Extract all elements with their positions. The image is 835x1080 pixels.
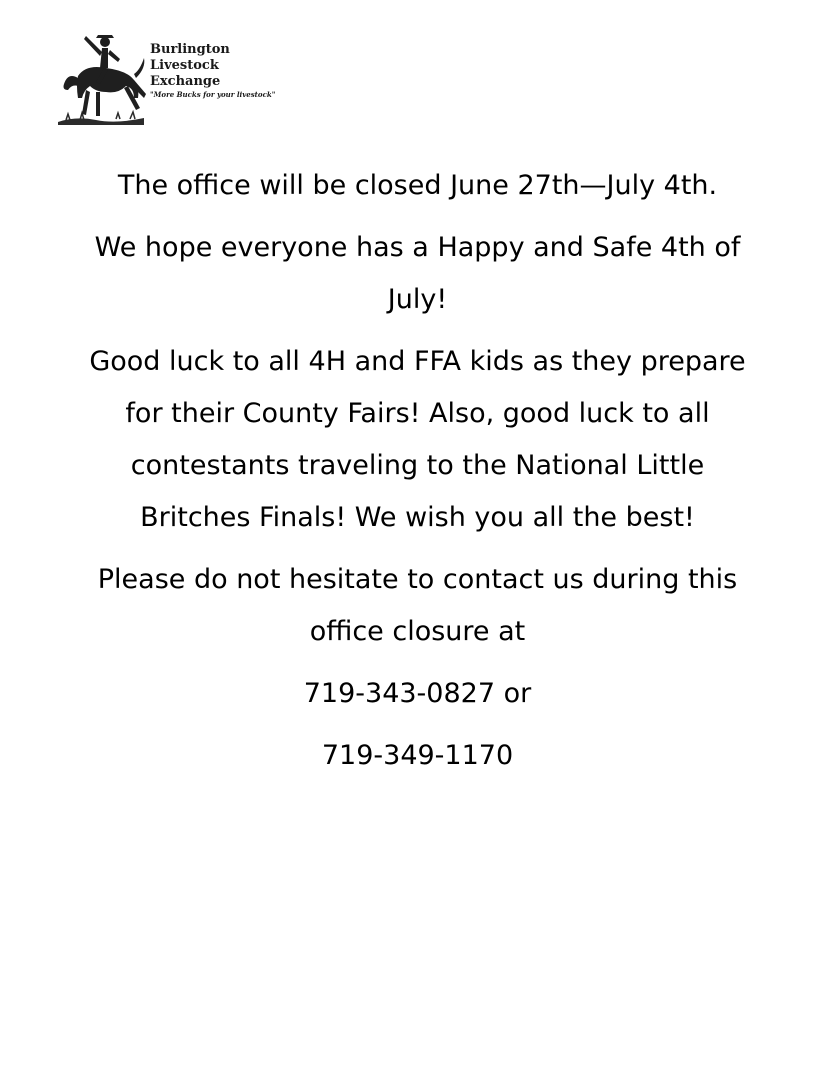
good-luck-message: Good luck to all 4H and FFA kids as they prepare for their County Fairs! Also, good luck to all contestants traveling to the National Little Britches Finals! We wish you all the best! — [89, 346, 746, 533]
holiday-wishes: We hope everyone has a Happy and Safe 4th of July! — [94, 232, 741, 315]
logo-name-line-3: Exchange — [150, 74, 221, 89]
notice-body — [80, 160, 755, 792]
phone-number-1: 719-343-0827 or — [303, 678, 532, 709]
phone-number-2: 719-349-1170 — [321, 740, 514, 771]
bucking-horse-rider-icon — [56, 28, 148, 128]
logo-name-line-2: Livestock — [150, 58, 219, 73]
logo-name-line-1: Burlington — [150, 42, 230, 57]
company-logo — [56, 28, 306, 128]
logo-tagline: "More Bucks for your livestock" — [150, 90, 276, 99]
contact-message: Please do not hesitate to contact us during this office closure at — [97, 564, 738, 647]
closure-notice: The office will be closed June 27th—July 4th. — [117, 170, 718, 201]
